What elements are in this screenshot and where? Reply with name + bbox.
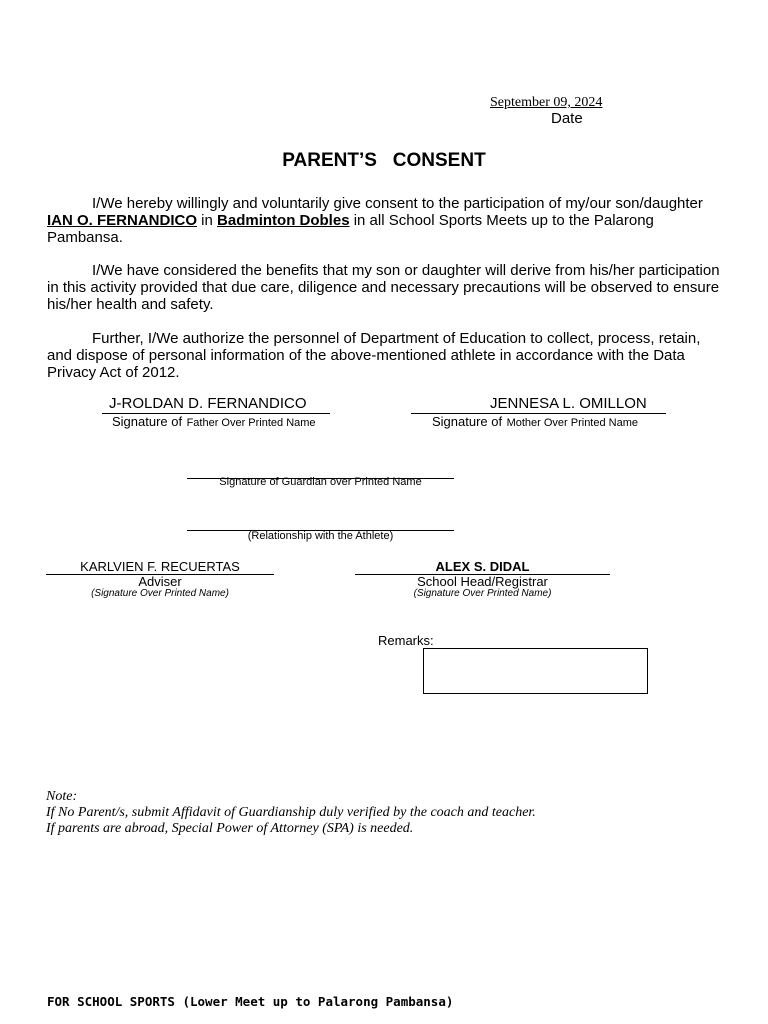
mother-caption-b: Mother Over Printed Name: [506, 417, 638, 429]
adviser-name: KARLVIEN F. RECUERTAS: [80, 559, 240, 574]
footer-text: FOR SCHOOL SPORTS (Lower Meet up to Palarong Pambansa): [47, 994, 454, 1009]
father-caption-b: Father Over Printed Name: [186, 417, 316, 429]
relationship-caption: (Relationship with the Athlete): [247, 530, 394, 542]
athlete-name: IAN O. FERNANDICO: [47, 212, 197, 229]
consent-paragraph-2: [47, 262, 727, 313]
father-signature-block: [102, 395, 330, 429]
note-line-1: If No Parent/s, submit Affidavit of Guardianship duly verified by the coach and teacher.: [46, 805, 536, 820]
date-label: Date: [551, 110, 583, 127]
event-name: Badminton Dobles: [217, 212, 350, 229]
consent-paragraph-1: [47, 195, 727, 246]
school-head-caption: (Signature Over Printed Name): [413, 588, 552, 599]
date-value: September 09, 2024: [490, 95, 603, 110]
paragraph-1-text-a: I/We hereby willingly and voluntarily give consent to the participation of my/our son/daughter: [92, 195, 703, 212]
paragraph-2-text: I/We have considered the benefits that my son or daughter will derive from his/her participation in this activity provided that due care, diligence and necessary precautions will be observed to ensure his/her health and safety.: [47, 262, 720, 313]
note-block: [46, 789, 536, 837]
mother-caption-a: Signature of: [432, 414, 503, 429]
note-label: Note:: [46, 789, 78, 804]
paragraph-1-text-b: in: [201, 212, 213, 229]
school-head-name: ALEX S. DIDAL: [435, 559, 530, 574]
remarks-label: Remarks:: [378, 633, 434, 648]
adviser-role: Adviser: [138, 574, 182, 589]
school-head-role: School Head/Registrar: [417, 574, 548, 589]
father-name: J-ROLDAN D. FERNANDICO: [109, 395, 307, 412]
mother-signature-block: [411, 395, 666, 429]
remarks-box: [423, 648, 648, 694]
consent-paragraph-3: [47, 330, 727, 381]
paragraph-3-text: Further, I/We authorize the personnel of Department of Education to collect, process, retain, and dispose of personal information of the above-mentioned athlete in accordance with the Data Privacy Act of 2012.: [47, 330, 701, 381]
father-caption-a: Signature of: [112, 414, 183, 429]
paragraph-1-text-c: in all School Sports Meets up to the Palarong Pambansa.: [47, 212, 654, 246]
mother-name: JENNESA L. OMILLON: [490, 395, 647, 412]
page-title: PARENT’S CONSENT: [282, 150, 486, 171]
note-line-2: If parents are abroad, Special Power of Attorney (SPA) is needed.: [46, 821, 414, 836]
adviser-caption: (Signature Over Printed Name): [91, 588, 229, 599]
guardian-caption: Signature of Guardian over Printed Name: [219, 476, 422, 488]
